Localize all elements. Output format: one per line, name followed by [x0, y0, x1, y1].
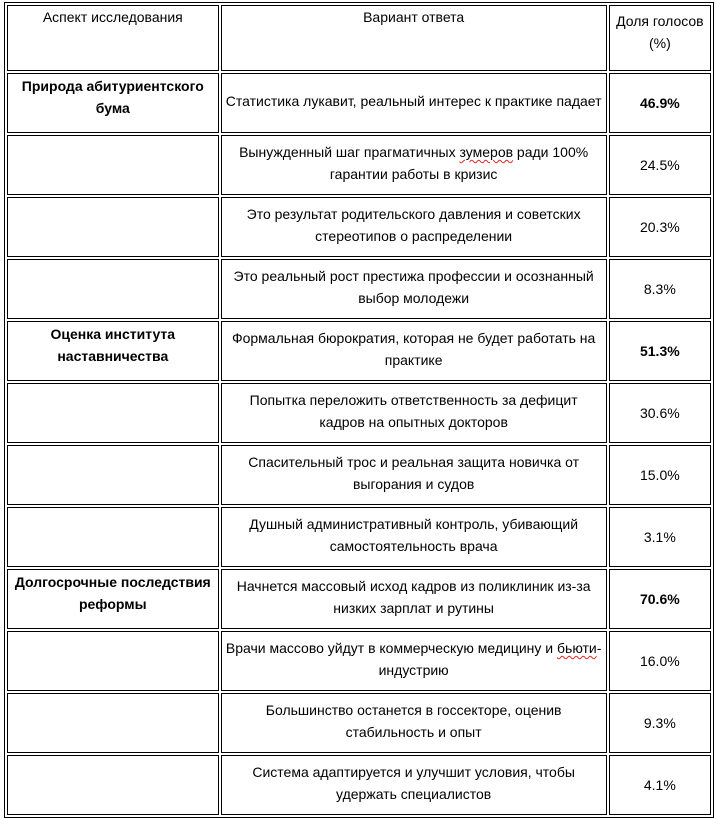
- table-row: [7, 445, 711, 505]
- aspect-cell: Природа абитуриентского бума: [7, 73, 219, 133]
- table-row: [7, 631, 711, 691]
- table-row: [7, 383, 711, 443]
- table-body: [7, 73, 711, 815]
- answer-cell: Душный административный контроль, убивающий самостоятельность врача: [221, 507, 607, 567]
- aspect-cell: Оценка института наставничества: [7, 321, 219, 381]
- header-answer: Вариант ответа: [221, 5, 607, 71]
- table-row: [7, 321, 711, 381]
- aspect-cell: [7, 135, 219, 195]
- table-row: [7, 693, 711, 753]
- share-cell: 15.0%: [609, 445, 711, 505]
- spellcheck-underline: зумеров: [459, 144, 514, 160]
- share-cell: 24.5%: [609, 135, 711, 195]
- aspect-cell: [7, 693, 219, 753]
- table-row: [7, 755, 711, 815]
- share-cell: 30.6%: [609, 383, 711, 443]
- table-row: [7, 135, 711, 195]
- answer-cell: Большинство останется в госсекторе, оценив стабильность и опыт: [221, 693, 607, 753]
- table-row: [7, 507, 711, 567]
- aspect-cell: [7, 197, 219, 257]
- share-cell: 51.3%: [609, 321, 711, 381]
- table-header: [7, 5, 711, 71]
- header-share: Доля голосов (%): [609, 5, 711, 71]
- aspect-cell: [7, 445, 219, 505]
- aspect-cell: [7, 631, 219, 691]
- share-cell: 70.6%: [609, 569, 711, 629]
- share-cell: 8.3%: [609, 259, 711, 319]
- answer-cell: Вынужденный шаг прагматичных зумеров ради 100% гарантии работы в кризис: [221, 135, 607, 195]
- share-cell: 9.3%: [609, 693, 711, 753]
- table-row: [7, 197, 711, 257]
- answer-cell: Это реальный рост престижа профессии и осознанный выбор молодежи: [221, 259, 607, 319]
- aspect-cell: [7, 383, 219, 443]
- answer-cell: Статистика лукавит, реальный интерес к практике падает: [221, 73, 607, 133]
- share-cell: 16.0%: [609, 631, 711, 691]
- answer-cell: Начнется массовый исход кадров из поликлиник из-за низких зарплат и рутины: [221, 569, 607, 629]
- share-cell: 46.9%: [609, 73, 711, 133]
- aspect-cell: [7, 755, 219, 815]
- aspect-cell: [7, 259, 219, 319]
- spellcheck-underline: бьюти: [557, 640, 597, 656]
- share-cell: 20.3%: [609, 197, 711, 257]
- share-cell: 3.1%: [609, 507, 711, 567]
- table-row: [7, 569, 711, 629]
- aspect-cell: [7, 507, 219, 567]
- table-row: [7, 73, 711, 133]
- answer-cell: Врачи массово уйдут в коммерческую медицину и бьюти-индустрию: [221, 631, 607, 691]
- table-row: [7, 259, 711, 319]
- answer-cell: Это результат родительского давления и советских стереотипов о распределении: [221, 197, 607, 257]
- answer-cell: Система адаптируется и улучшит условия, чтобы удержать специалистов: [221, 755, 607, 815]
- survey-results-table: [4, 2, 714, 818]
- answer-cell: Спасительный трос и реальная защита новичка от выгорания и судов: [221, 445, 607, 505]
- share-cell: 4.1%: [609, 755, 711, 815]
- answer-cell: Формальная бюрократия, которая не будет работать на практике: [221, 321, 607, 381]
- aspect-cell: Долгосрочные последствия реформы: [7, 569, 219, 629]
- answer-cell: Попытка переложить ответственность за дефицит кадров на опытных докторов: [221, 383, 607, 443]
- header-row: [7, 5, 711, 71]
- header-aspect: Аспект исследования: [7, 5, 219, 71]
